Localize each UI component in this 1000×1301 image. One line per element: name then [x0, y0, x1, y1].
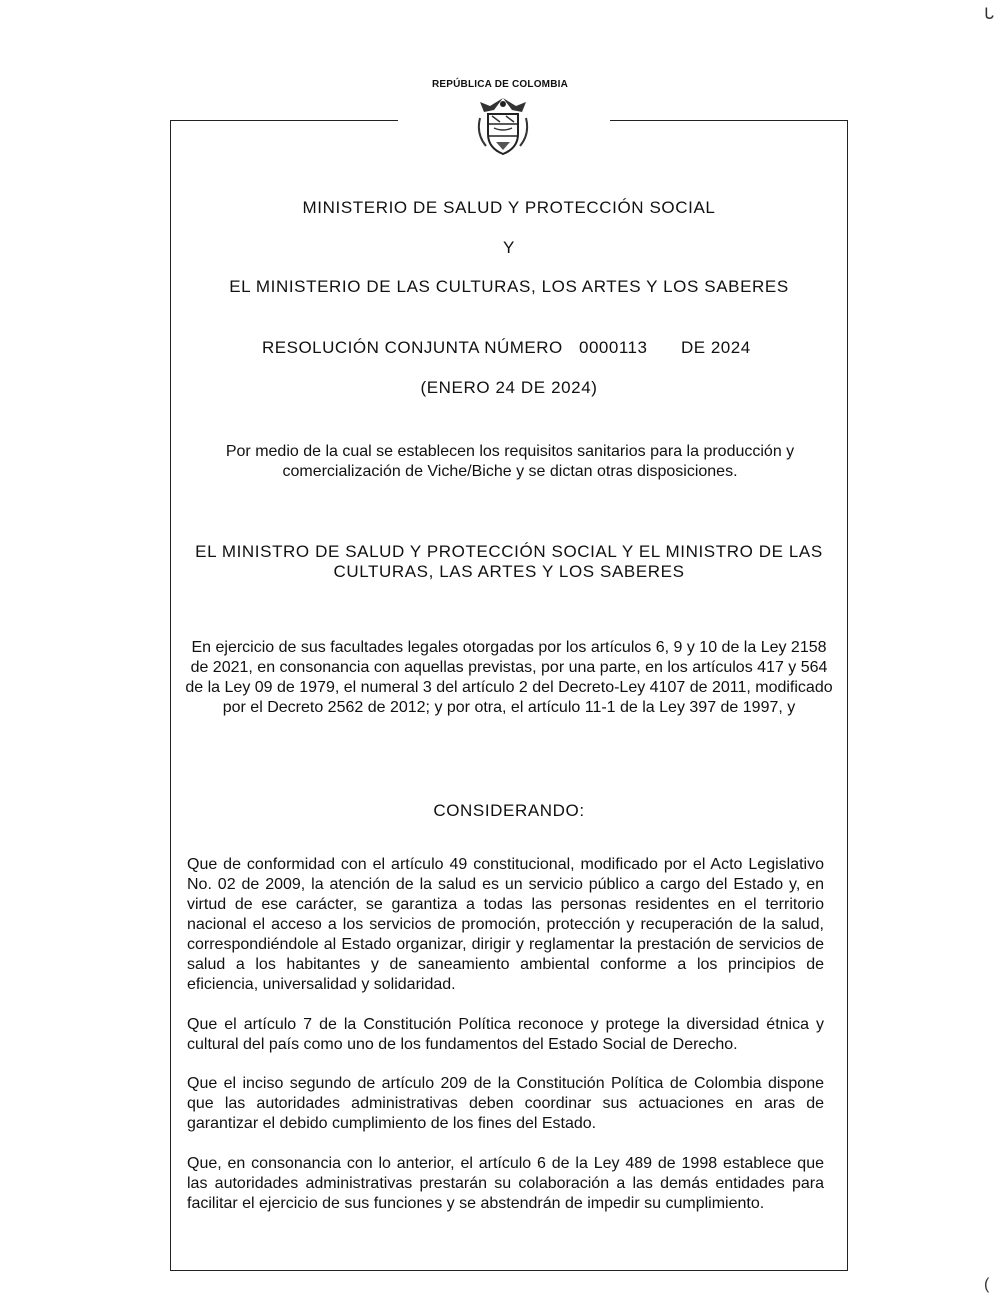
resolution-purpose: Por medio de la cual se establecen los requisitos sanitarios para la producción y comercialización de Viche/Biche y se dictan otras disposiciones. [225, 443, 795, 480]
frame-left-border [170, 120, 171, 1270]
considering-paragraph-1: Que de conformidad con el artículo 49 constitucional, modificado por el Acto Legislativo No. 02 de 2009, la atención de la salud es un servicio público a cargo del Estado y, en virtud de ese carácter, se garantiza a todas las personas residentes en el territorio nacional el acceso a los servicios de promoción, protección y recuperación de la salud, correspondiéndole al Estado organizar, dirigir y reglamentar la prestación de servicios de salud a los habitantes y de saneamiento ambiental conforme a los principios de eficiencia, universalidad y solidaridad. [187, 856, 824, 993]
considering-heading: CONSIDERANDO: [433, 801, 585, 820]
frame-bottom-border [170, 1270, 848, 1271]
legal-basis-paragraph: En ejercicio de sus facultades legales otorgadas por los artículos 6, 9 y 10 de la Ley 2158 de 2021, en consonancia con aquellas previstas, por una parte, en los artículos 417 y 564 de la Ley 09 de 1979, el numeral 3 del artículo 2 del Decreto-Ley 4107 de 2011, modificado por el Decreto 2562 de 2012; y por otra, el artículo 11-1 de la Ley 397 de 1997, y [185, 639, 833, 716]
ministry-title-1: MINISTERIO DE SALUD Y PROTECCIÓN SOCIAL [302, 198, 716, 217]
resolution-date: (ENERO 24 DE 2024) [420, 378, 598, 397]
ministers-heading-1: EL MINISTRO DE SALUD Y PROTECCIÓN SOCIAL Y EL MINISTRO DE LAS [195, 542, 823, 561]
considering-paragraph-3: Que el inciso segundo de artículo 209 de la Constitución Política de Colombia dispone que las autoridades administrativas deben coordinar sus actuaciones en aras de garantizar el debido cumplimiento de los fines del Estado. [187, 1075, 824, 1132]
ministry-conjunction: Y [503, 238, 515, 257]
frame-top-left-border [170, 120, 398, 121]
resolution-line [0, 338, 1000, 358]
margin-mark-bottom-right: ( [984, 1276, 990, 1293]
resolution-year: DE 2024 [681, 338, 751, 357]
frame-top-right-border [610, 120, 848, 121]
ministers-heading-2: CULTURAS, LAS ARTES Y LOS SABERES [333, 562, 685, 581]
resolution-label: RESOLUCIÓN CONJUNTA NÚMERO [262, 338, 563, 357]
ministry-title-2: EL MINISTERIO DE LAS CULTURAS, LOS ARTES Y LOS SABERES [229, 277, 789, 296]
frame-right-border [847, 120, 848, 1270]
republic-heading: REPÚBLICA DE COLOMBIA [431, 79, 569, 90]
considering-paragraph-2: Que el artículo 7 de la Constitución Política reconoce y protege la diversidad étnica y cultural del país como uno de los fundamentos del Estado Social de Derecho. [187, 1016, 824, 1053]
resolution-number: 0000113 [579, 338, 648, 357]
margin-mark-top-right: ᒐ [984, 6, 995, 23]
coat-of-arms-icon [470, 94, 536, 160]
considering-paragraph-4: Que, en consonancia con lo anterior, el artículo 6 de la Ley 489 de 1998 establece que las autoridades administrativas prestarán su colaboración a las demás entidades para facilitar el ejercicio de sus funciones y se abstendrán de impedir su cumplimiento. [187, 1155, 824, 1212]
